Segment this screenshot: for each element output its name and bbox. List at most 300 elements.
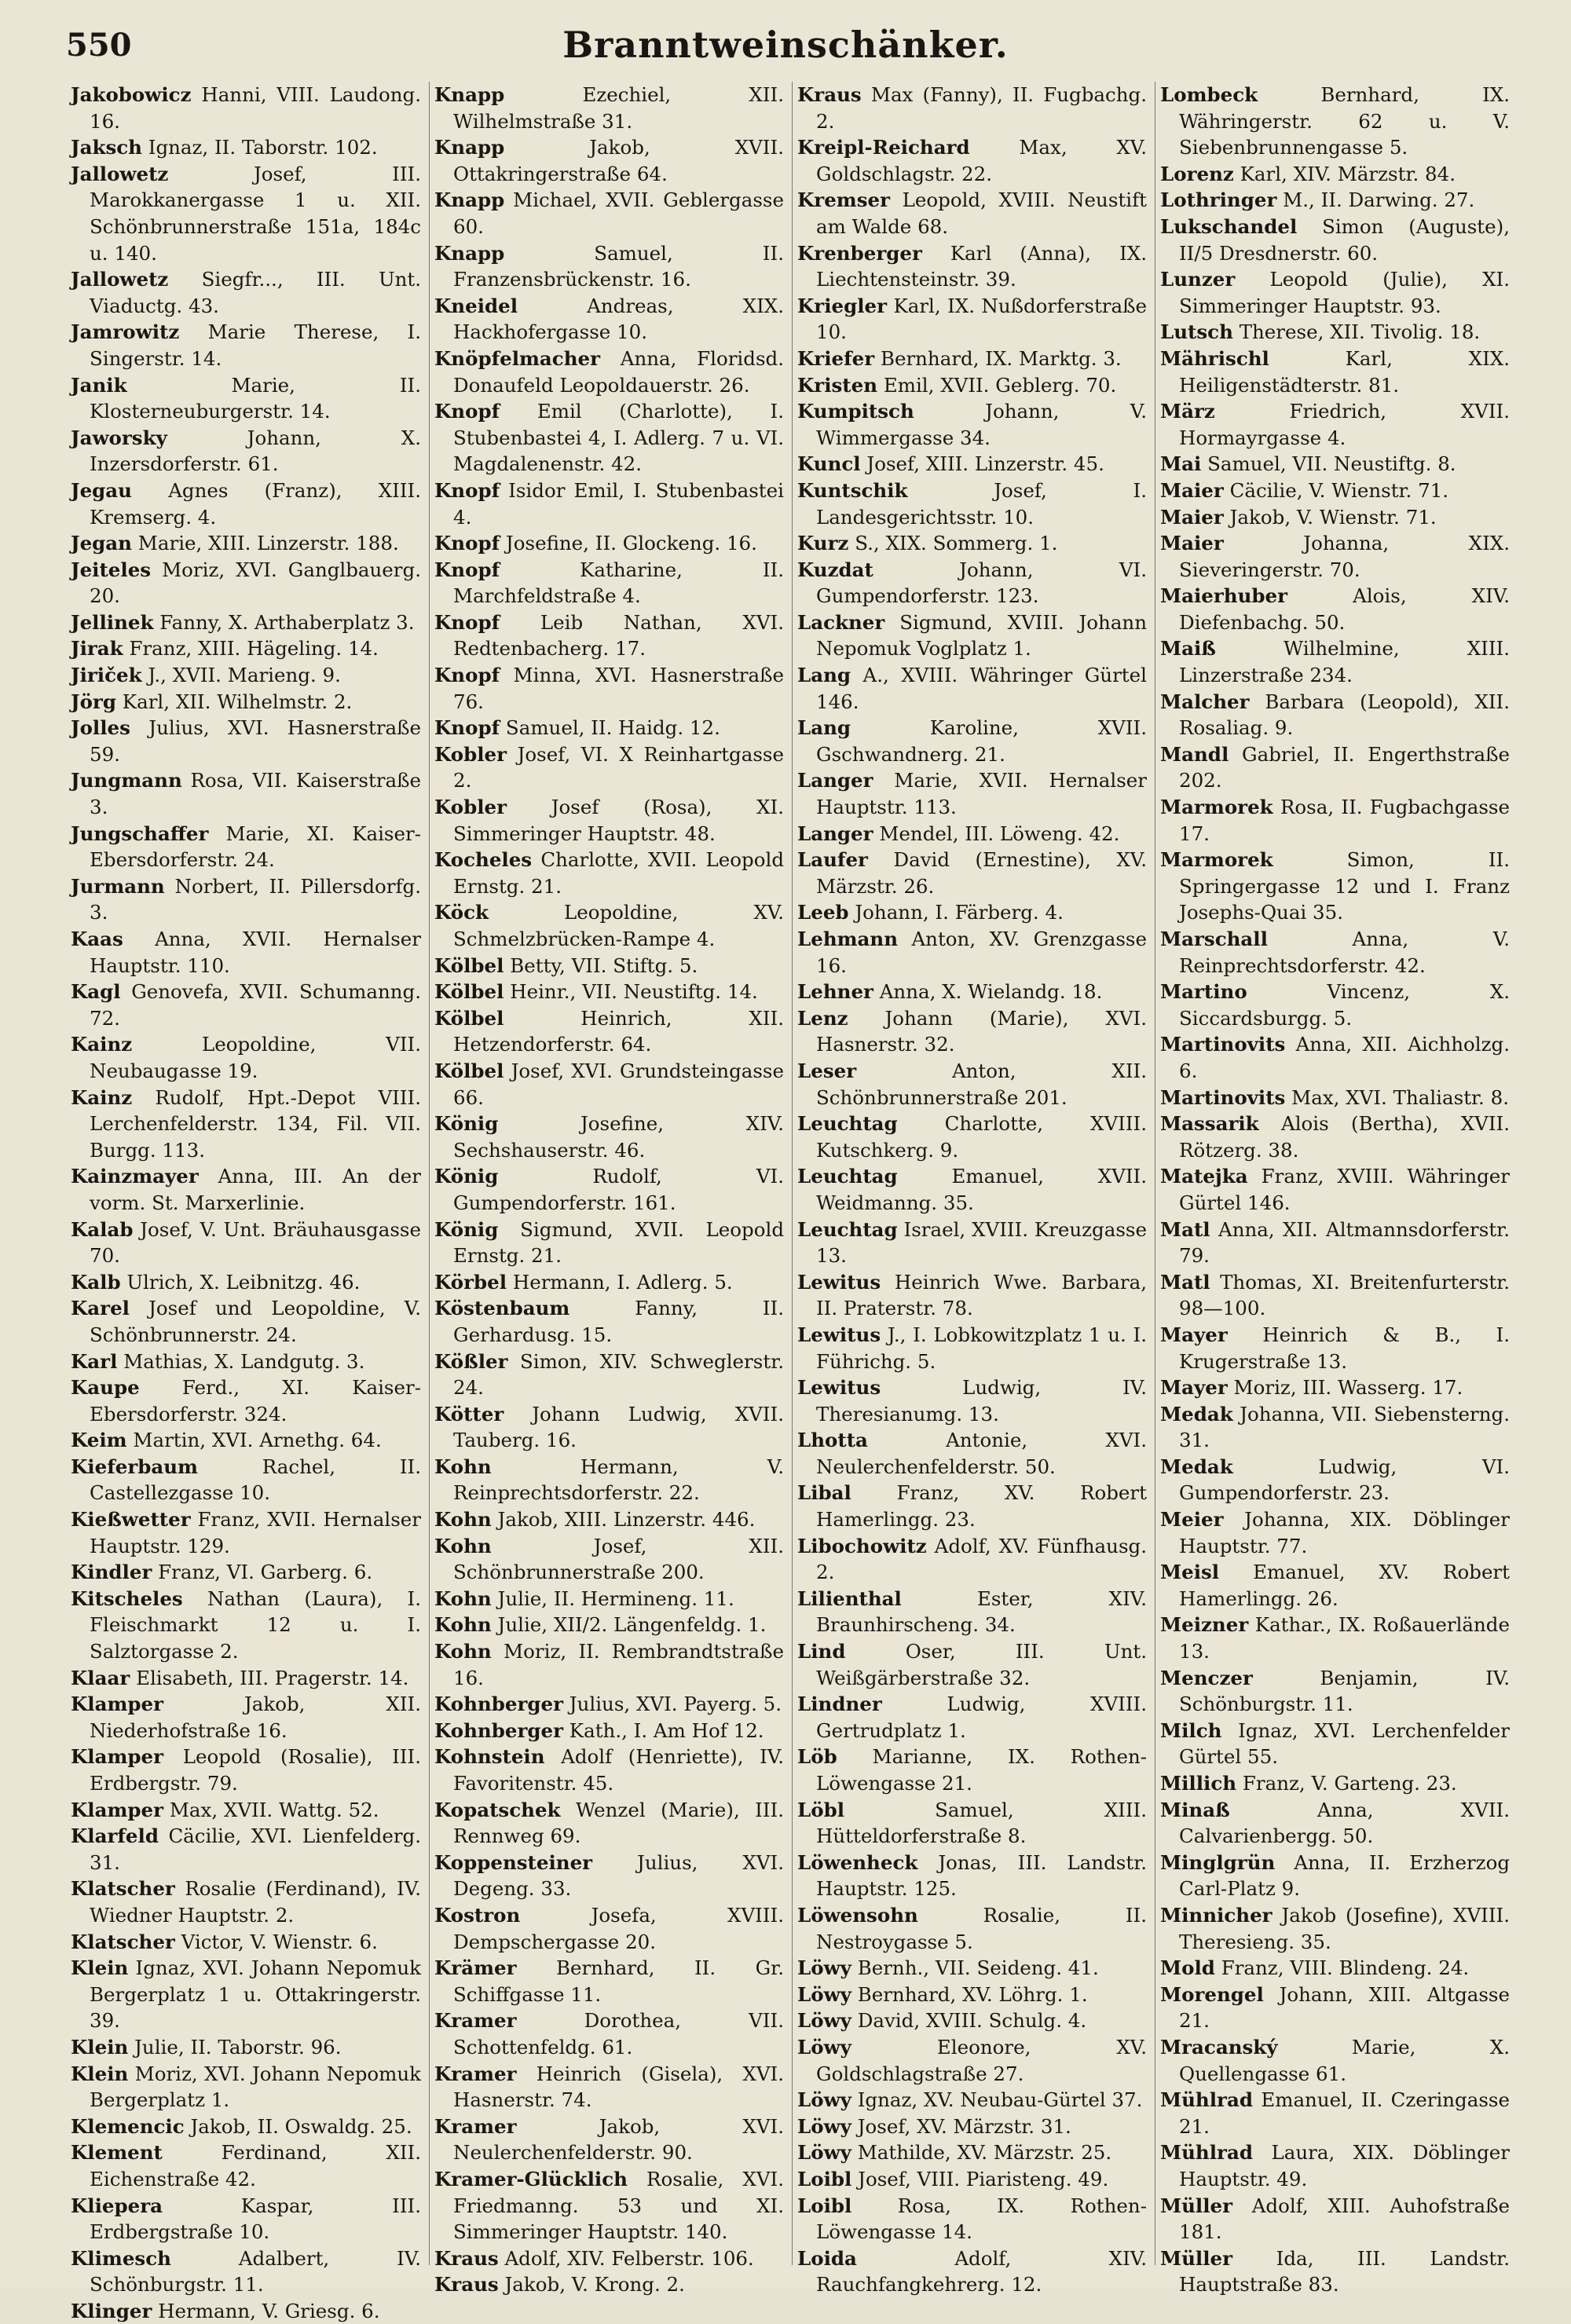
entry-details: Anton, XII. Schönbrunnerstraße 201. <box>816 1059 1147 1109</box>
directory-entry <box>1160 1770 1510 1797</box>
directory-entry <box>71 266 421 319</box>
entry-details: Emil (Charlotte), I. Stubenbastei 4, I. Adlerg. 7 u. VI. Magdalenenstr. 42. <box>453 400 784 476</box>
entry-details: Mathilde, XV. Märzstr. 25. <box>857 2141 1112 2165</box>
entry-name: Minaß <box>1160 1798 1230 1821</box>
entry-details: Franz, XVII. Hernalser Hauptstr. 129. <box>90 1508 421 1557</box>
directory-entry <box>797 1691 1147 1744</box>
entry-name: Langer <box>797 769 873 792</box>
directory-entry <box>71 926 421 979</box>
entry-name: Kraus <box>434 2273 499 2297</box>
entry-details: Hermann, V. Reinprechtsdorferstr. 22. <box>453 1455 784 1505</box>
directory-entry <box>434 1744 784 1796</box>
entry-name: Kohn <box>434 1534 492 1557</box>
entry-name: Kuncl <box>797 452 861 476</box>
entry-details: Wilhelmine, XIII. Linzerstraße 234. <box>1179 637 1510 687</box>
entry-name: Krenberger <box>797 241 922 265</box>
entry-name: Kriefer <box>797 346 875 370</box>
directory-entry <box>71 2114 421 2140</box>
entry-details: Moriz, II. Rembrandtstraße 16. <box>453 1640 785 1689</box>
entry-name: Milch <box>1160 1718 1222 1742</box>
entry-name: Millich <box>1160 1772 1237 1795</box>
entry-details: Julius, XVI. Hasnerstraße 59. <box>90 716 421 766</box>
directory-entry <box>797 1902 1147 1955</box>
entry-name: Kohn <box>434 1613 492 1637</box>
directory-entry <box>71 635 421 662</box>
entry-name: Jungmann <box>71 769 182 792</box>
entry-details: Johanna, XIX. Döblinger Hauptstr. 77. <box>1179 1508 1510 1557</box>
entry-details: Alois, XIV. Diefenbachg. 50. <box>1179 584 1510 634</box>
entry-name: Knopf <box>434 478 500 502</box>
entry-details: Anna, XVII. Calvarienbergg. 50. <box>1179 1798 1510 1848</box>
entry-name: Mayer <box>1160 1376 1228 1400</box>
directory-entry <box>1160 478 1510 504</box>
entry-details: Marianne, IX. Rothen-Löwengasse 21. <box>816 1745 1147 1795</box>
entry-details: Rosa, VII. Kaiserstraße 3. <box>90 769 421 819</box>
entry-name: Kainz <box>71 1033 133 1056</box>
entry-name: Kößler <box>434 1349 508 1373</box>
entry-name: Kohn <box>434 1508 492 1532</box>
entry-details: Josef, I. Landesgerichtsstr. 10. <box>816 478 1147 529</box>
directory-entry <box>797 240 1147 293</box>
directory-entry <box>797 1480 1147 1532</box>
entry-name: Löwy <box>797 1982 851 2006</box>
entry-name: Kriegler <box>797 294 888 317</box>
entry-name: Mracanský <box>1160 2035 1278 2059</box>
entry-details: Julie, XII/2. Längenfeldg. 1. <box>497 1613 767 1637</box>
entry-name: Löwy <box>797 2114 851 2138</box>
entry-details: Sigmund, XVII. Leopold Ernstg. 21. <box>453 1217 784 1268</box>
entry-details: Ludwig, IV. Theresianumg. 13. <box>816 1376 1147 1426</box>
directory-entry <box>797 372 1147 399</box>
column-3 <box>792 82 1155 2297</box>
directory-entry <box>71 319 421 371</box>
directory-entry <box>71 2034 421 2061</box>
entry-name: Jamrowitz <box>71 320 180 344</box>
directory-entry <box>71 1506 421 1559</box>
entry-name: Janik <box>71 373 127 397</box>
directory-entry <box>1160 504 1510 531</box>
directory-entry <box>1160 398 1510 451</box>
directory-entry <box>434 1638 784 1691</box>
directory-entry <box>1160 847 1510 926</box>
directory-entry <box>71 689 421 715</box>
entry-name: Müller <box>1160 2194 1233 2217</box>
entry-name: Massarik <box>1160 1112 1259 1136</box>
entry-name: Kohnberger <box>434 1718 563 1742</box>
directory-entry <box>797 1850 1147 1902</box>
directory-entry <box>71 1744 421 1796</box>
directory-entry <box>434 2271 784 2298</box>
entry-details: Laura, XIX. Döblinger Hauptstr. 49. <box>1179 2141 1510 2190</box>
directory-entry <box>1160 1955 1510 1982</box>
page-number: 550 <box>66 27 132 64</box>
directory-columns <box>66 82 1519 2322</box>
directory-entry <box>71 1823 421 1876</box>
entry-details: Johanna, VII. Siebensterng. 31. <box>1179 1402 1510 1452</box>
entry-name: Lhotta <box>797 1429 868 1452</box>
directory-entry <box>71 1163 421 1216</box>
directory-entry <box>797 398 1147 451</box>
entry-details: Marie, X. Quellengasse 61. <box>1179 2035 1510 2085</box>
entry-name: Mühlrad <box>1160 2141 1253 2165</box>
entry-details: Bernhard, IX. Währingerstr. 62 u. V. Siebenbrunnengasse 5. <box>1179 83 1510 159</box>
entry-details: Jakob, XVI. Neulerchenfelderstr. 90. <box>453 2114 784 2165</box>
entry-name: Klinger <box>71 2299 152 2322</box>
directory-entry <box>71 715 421 767</box>
entry-details: Ignaz, XVI. Lerchenfelder Gürtel 55. <box>1179 1718 1510 1769</box>
entry-name: Matl <box>1160 1217 1210 1241</box>
entry-details: Max, XV. Goldschlagstr. 22. <box>816 136 1147 185</box>
entry-details: Max (Fanny), II. Fugbachg. 2. <box>816 83 1147 133</box>
entry-details: Anna, X. Wielandg. 18. <box>879 980 1103 1004</box>
entry-name: Knöpfelmacher <box>434 346 601 370</box>
entry-name: Lehmann <box>797 928 899 950</box>
entry-details: Jakob, V. Wienstr. 71. <box>1229 505 1437 529</box>
directory-entry <box>434 715 784 741</box>
directory-entry <box>434 2114 784 2166</box>
entry-details: Julius, XVI. Degeng. 33. <box>453 1850 784 1901</box>
entry-name: Klaar <box>71 1666 130 1689</box>
entry-details: Karl (Anna), IX. Liechtensteinstr. 39. <box>816 241 1148 291</box>
entry-details: Ferdinand, XII. Eichenstraße 42. <box>90 2141 421 2190</box>
entry-name: Kagl <box>71 980 121 1004</box>
entry-details: Josef (Rosa), XI. Simmeringer Hauptstr. 48. <box>453 796 784 845</box>
directory-entry <box>797 926 1147 979</box>
entry-details: Emil, XVII. Geblerg. 70. <box>883 373 1117 397</box>
entry-name: Kuntschik <box>797 478 908 502</box>
directory-entry <box>434 1955 784 2007</box>
entry-details: Jakob (Josefine), XVIII. Theresieng. 35. <box>1179 1903 1510 1953</box>
column-1 <box>66 82 429 2322</box>
entry-details: Siegfr..., III. Unt. Viaductg. 43. <box>90 268 421 317</box>
entry-details: Bernhard, XV. Löhrg. 1. <box>857 1982 1088 2006</box>
page-header <box>0 22 1571 69</box>
directory-entry <box>71 1217 421 1269</box>
entry-name: Klemencic <box>71 2114 185 2138</box>
entry-details: Alois (Bertha), XVII. Rötzerg. 38. <box>1179 1112 1510 1162</box>
entry-name: Lutsch <box>1160 320 1233 344</box>
directory-entry <box>1160 1111 1510 1163</box>
entry-name: Kneidel <box>434 294 518 317</box>
entry-details: Josef und Leopoldine, V. Schönbrunnerstr. 24. <box>90 1297 421 1346</box>
directory-entry <box>71 2139 421 2192</box>
directory-entry <box>797 2114 1147 2140</box>
entry-details: Marie, II. Klosterneuburgerstr. 14. <box>90 373 421 423</box>
directory-entry <box>797 2034 1147 2087</box>
entry-details: Anton, XV. Grenzgasse 16. <box>816 928 1147 977</box>
directory-entry <box>1160 82 1510 161</box>
entry-details: Bernhard, II. Gr. Schiffgasse 11. <box>453 1956 784 2006</box>
entry-details: Marie Therese, I. Singerstr. 14. <box>90 320 421 370</box>
entry-name: Medak <box>1160 1455 1233 1478</box>
entry-details: Heinrich, XII. Hetzendorferstr. 64. <box>453 1006 784 1056</box>
entry-name: Kraus <box>797 83 862 106</box>
directory-entry <box>434 1163 784 1216</box>
entry-name: Müller <box>1160 2246 1233 2270</box>
column-2 <box>429 82 792 2297</box>
entry-name: Keim <box>71 1429 127 1452</box>
directory-entry <box>797 1955 1147 1982</box>
directory-entry <box>1160 741 1510 794</box>
entry-name: Jallowetz <box>71 162 169 185</box>
entry-details: Jonas, III. Landstr. Hauptstr. 125. <box>816 1850 1147 1901</box>
directory-entry <box>71 2298 421 2324</box>
directory-entry <box>1160 926 1510 979</box>
entry-name: Klatscher <box>71 1877 175 1901</box>
entry-name: Klein <box>71 2035 129 2059</box>
entry-name: Jegan <box>71 532 132 555</box>
entry-details: Heinrich Wwe. Barbara, II. Praterstr. 78. <box>816 1270 1148 1320</box>
entry-details: Cäcilie, XVI. Lienfelderg. 31. <box>90 1824 421 1874</box>
entry-name: Jegau <box>71 478 132 502</box>
directory-entry <box>71 2245 421 2298</box>
entry-details: Heinr., VII. Neustiftg. 14. <box>510 980 758 1004</box>
entry-details: Ludwig, XVIII. Gertrudplatz 1. <box>816 1693 1147 1742</box>
entry-name: König <box>434 1165 499 1188</box>
entry-details: Leopold, XVIII. Neustift am Walde 68. <box>816 188 1147 238</box>
entry-details: Franz, XV. Robert Hamerlingg. 23. <box>816 1481 1147 1532</box>
entry-name: Lorenz <box>1160 162 1234 185</box>
entry-details: A., XVIII. Währinger Gürtel 146. <box>816 664 1147 713</box>
directory-entry <box>1160 1085 1510 1111</box>
directory-entry <box>434 1612 784 1638</box>
directory-entry <box>71 425 421 478</box>
entry-details: Fanny, X. Arthaberplatz 3. <box>159 610 415 634</box>
directory-entry <box>71 1876 421 1928</box>
directory-entry <box>434 1506 784 1533</box>
directory-entry <box>1160 1401 1510 1454</box>
entry-name: Jörg <box>71 690 116 713</box>
directory-entry <box>71 1031 421 1084</box>
directory-entry <box>797 530 1147 557</box>
entry-details: S., XIX. Sommerg. 1. <box>855 532 1058 555</box>
entry-details: Mendel, III. Löweng. 42. <box>879 822 1120 845</box>
entry-details: Marie, XIII. Linzerstr. 188. <box>137 532 399 555</box>
directory-entry <box>434 1111 784 1163</box>
entry-details: Friedrich, XVII. Hormayrgasse 4. <box>1179 400 1510 449</box>
directory-entry <box>71 372 421 425</box>
entry-details: Anna, Floridsd. Donaufeld Leopoldauerstr. 26. <box>453 346 784 397</box>
entry-details: Wenzel (Marie), III. Rennweg 69. <box>453 1798 784 1848</box>
directory-entry <box>71 2061 421 2114</box>
entry-details: Ester, XIV. Braunhirscheng. 34. <box>816 1587 1147 1637</box>
entry-details: Karl, XII. Wilhelmstr. 2. <box>122 690 353 713</box>
directory-entry <box>1160 1374 1510 1401</box>
entry-name: Kainzmayer <box>71 1165 199 1188</box>
entry-name: Marschall <box>1160 928 1268 950</box>
entry-details: Therese, XII. Tivolig. 18. <box>1239 320 1481 344</box>
entry-name: Klein <box>71 1956 129 1980</box>
entry-details: Josef, XVI. Grundsteingasse 66. <box>453 1059 785 1109</box>
entry-name: Lehner <box>797 980 873 1004</box>
directory-entry <box>1160 1559 1510 1612</box>
entry-details: Simon, XIV. Schweglerstr. 24. <box>453 1349 784 1400</box>
entry-name: Lang <box>797 716 851 740</box>
directory-entry <box>434 187 784 240</box>
directory-entry <box>434 609 784 662</box>
directory-entry <box>797 1797 1147 1850</box>
entry-name: Kumpitsch <box>797 400 914 423</box>
directory-entry <box>71 767 421 820</box>
entry-details: Johann, XIII. Altgasse 21. <box>1179 1982 1510 2033</box>
directory-entry <box>434 530 784 557</box>
entry-name: Löwy <box>797 1956 851 1980</box>
directory-entry <box>1160 2193 1510 2245</box>
entry-details: Isidor Emil, I. Stubenbastei 4. <box>453 478 784 529</box>
directory-entry <box>797 1744 1147 1796</box>
directory-entry <box>797 1982 1147 2008</box>
entry-name: Jakobowicz <box>71 83 192 106</box>
directory-entry <box>1160 346 1510 398</box>
entry-details: Rosa, IX. Rothen-Löwengasse 14. <box>816 2194 1147 2244</box>
entry-details: Max, XVII. Wattg. 52. <box>169 1798 379 1821</box>
entry-name: Löwy <box>797 2009 851 2033</box>
entry-name: Knapp <box>434 83 505 106</box>
entry-details: Minna, XVI. Hasnerstraße 76. <box>453 664 784 713</box>
directory-entry <box>1160 266 1510 319</box>
directory-entry <box>797 1269 1147 1322</box>
directory-entry <box>434 134 784 187</box>
entry-name: Kraus <box>434 2246 499 2270</box>
entry-name: Knapp <box>434 241 505 265</box>
entry-name: Jirak <box>71 637 123 661</box>
directory-entry <box>797 715 1147 767</box>
entry-name: Leuchtag <box>797 1165 898 1188</box>
directory-entry <box>797 2245 1147 2298</box>
entry-name: Körbel <box>434 1270 507 1294</box>
entry-details: Hanni, VIII. Laudong. 16. <box>90 83 421 133</box>
entry-details: Josef, VIII. Piaristeng. 49. <box>858 2167 1109 2190</box>
entry-details: Leopold (Rosalie), III. Erdbergstr. 79. <box>90 1745 421 1795</box>
directory-entry <box>1160 1850 1510 1902</box>
directory-entry <box>434 1269 784 1296</box>
directory-entry <box>434 2007 784 2060</box>
directory-entry <box>434 478 784 530</box>
directory-entry <box>797 821 1147 847</box>
entry-details: Simon (Auguste), II/5 Dresdnerstr. 60. <box>1179 214 1510 265</box>
directory-entry <box>71 1427 421 1454</box>
entry-name: König <box>434 1217 499 1241</box>
entry-details: Josef, V. Unt. Bräuhausgasse 70. <box>90 1217 421 1268</box>
directory-entry <box>71 1559 421 1586</box>
entry-name: Kohn <box>434 1587 492 1610</box>
entry-name: Maier <box>1160 478 1224 502</box>
directory-entry <box>797 847 1147 899</box>
entry-name: Kalab <box>71 1217 134 1241</box>
entry-name: Kitscheles <box>71 1587 183 1610</box>
entry-details: Adolf, XIII. Auhofstraße 181. <box>1179 2194 1510 2244</box>
directory-entry <box>71 1295 421 1348</box>
entry-name: Kobler <box>434 742 507 766</box>
entry-details: Karoline, XVII. Gschwandnerg. 21. <box>816 716 1147 766</box>
directory-entry <box>71 979 421 1031</box>
entry-name: Kuzdat <box>797 558 873 581</box>
entry-name: Kalb <box>71 1270 121 1294</box>
entry-details: Josefine, II. Glockeng. 16. <box>505 532 757 555</box>
entry-details: Heinrich (Gisela), XVI. Hasnerstr. 74. <box>453 2062 784 2112</box>
directory-entry <box>434 557 784 609</box>
entry-details: Fanny, II. Gerhardusg. 15. <box>453 1297 784 1346</box>
entry-details: Adolf, XIV. Felberstr. 106. <box>504 2246 754 2270</box>
entry-name: Klement <box>71 2141 163 2165</box>
directory-entry <box>71 557 421 609</box>
entry-details: Moriz, XVI. Ganglbauerg. 20. <box>90 558 421 608</box>
directory-entry <box>71 873 421 926</box>
entry-name: Morengel <box>1160 1982 1264 2006</box>
entry-name: Lind <box>797 1640 846 1663</box>
entry-details: M., II. Darwing. 27. <box>1283 188 1475 212</box>
directory-entry <box>797 979 1147 1005</box>
directory-entry <box>434 1401 784 1454</box>
entry-name: Kremser <box>797 188 891 212</box>
entry-name: Jellinek <box>71 610 154 634</box>
directory-entry <box>71 1691 421 1744</box>
entry-details: Eleonore, XV. Goldschlagstraße 27. <box>816 2035 1147 2085</box>
entry-details: Ezechiel, XII. Wilhelmstraße 31. <box>453 83 784 133</box>
entry-name: Lukschandel <box>1160 214 1298 238</box>
entry-details: Heinrich & B., I. Krugerstraße 13. <box>1179 1323 1510 1373</box>
directory-entry <box>434 1533 784 1586</box>
entry-name: Kramer-Glücklich <box>434 2167 628 2190</box>
entry-details: Rachel, II. Castellezgasse 10. <box>90 1455 421 1505</box>
directory-entry <box>797 1322 1147 1374</box>
entry-details: Ulrich, X. Leibnitzg. 46. <box>126 1270 361 1294</box>
entry-details: Emanuel, II. Czeringasse 21. <box>1179 2088 1510 2138</box>
directory-entry <box>797 2139 1147 2166</box>
entry-details: Emanuel, XV. Robert Hamerlingg. 26. <box>1179 1561 1510 1610</box>
entry-name: Kölbel <box>434 1059 504 1082</box>
entry-details: Katharine, II. Marchfeldstraße 4. <box>453 558 784 608</box>
entry-details: Franz, XVIII. Währinger Gürtel 146. <box>1179 1165 1511 1214</box>
entry-details: Karl, XIX. Heiligenstädterstr. 81. <box>1179 346 1510 397</box>
directory-entry <box>797 1058 1147 1111</box>
entry-details: Anna, II. Erzherzog Carl-Platz 9. <box>1179 1850 1510 1901</box>
entry-details: Ferd., XI. Kaiser-Ebersdorferstr. 324. <box>90 1376 421 1426</box>
entry-details: Jakob, V. Krong. 2. <box>504 2273 685 2297</box>
entry-name: Kölbel <box>434 1006 504 1030</box>
directory-entry <box>797 1427 1147 1480</box>
directory-entry <box>1160 451 1510 478</box>
entry-name: Klarfeld <box>71 1824 159 1848</box>
entry-name: Kölbel <box>434 980 504 1004</box>
directory-entry <box>1160 794 1510 847</box>
entry-details: Josef, XV. Märzstr. 31. <box>857 2114 1071 2138</box>
directory-entry <box>1160 2034 1510 2087</box>
entry-name: Lunzer <box>1160 268 1236 291</box>
entry-name: Kurz <box>797 532 849 555</box>
entry-details: Genovefa, XVII. Schumanng. 72. <box>90 980 421 1030</box>
entry-name: Knopf <box>434 532 500 555</box>
directory-entry <box>434 741 784 794</box>
directory-entry <box>71 609 421 636</box>
directory-entry <box>1160 583 1510 635</box>
directory-entry <box>1160 1322 1510 1374</box>
directory-entry <box>71 1269 421 1296</box>
entry-name: Menczer <box>1160 1666 1253 1689</box>
entry-details: Israel, XVIII. Kreuzgasse 13. <box>816 1217 1147 1268</box>
entry-details: Leopold (Julie), XI. Simmeringer Hauptstr. 93. <box>1179 268 1510 317</box>
entry-name: Meizner <box>1160 1613 1249 1637</box>
entry-name: Knopf <box>434 664 500 687</box>
entry-details: Ignaz, XVI. Johann Nepomuk Bergerplatz 1 u. Ottakringerstr. 39. <box>90 1956 421 2033</box>
entry-details: Kath., I. Am Hof 12. <box>569 1718 764 1742</box>
entry-details: Rosalie (Ferdinand), IV. Wiedner Hauptstr. 2. <box>90 1877 421 1927</box>
entry-name: Klein <box>71 2062 129 2085</box>
entry-name: Libochowitz <box>797 1534 927 1557</box>
directory-entry <box>71 821 421 873</box>
entry-details: Oser, III. Unt. Weißgärberstraße 32. <box>816 1640 1147 1689</box>
entry-details: Leopoldine, XV. Schmelzbrücken-Rampe 4. <box>453 901 784 950</box>
